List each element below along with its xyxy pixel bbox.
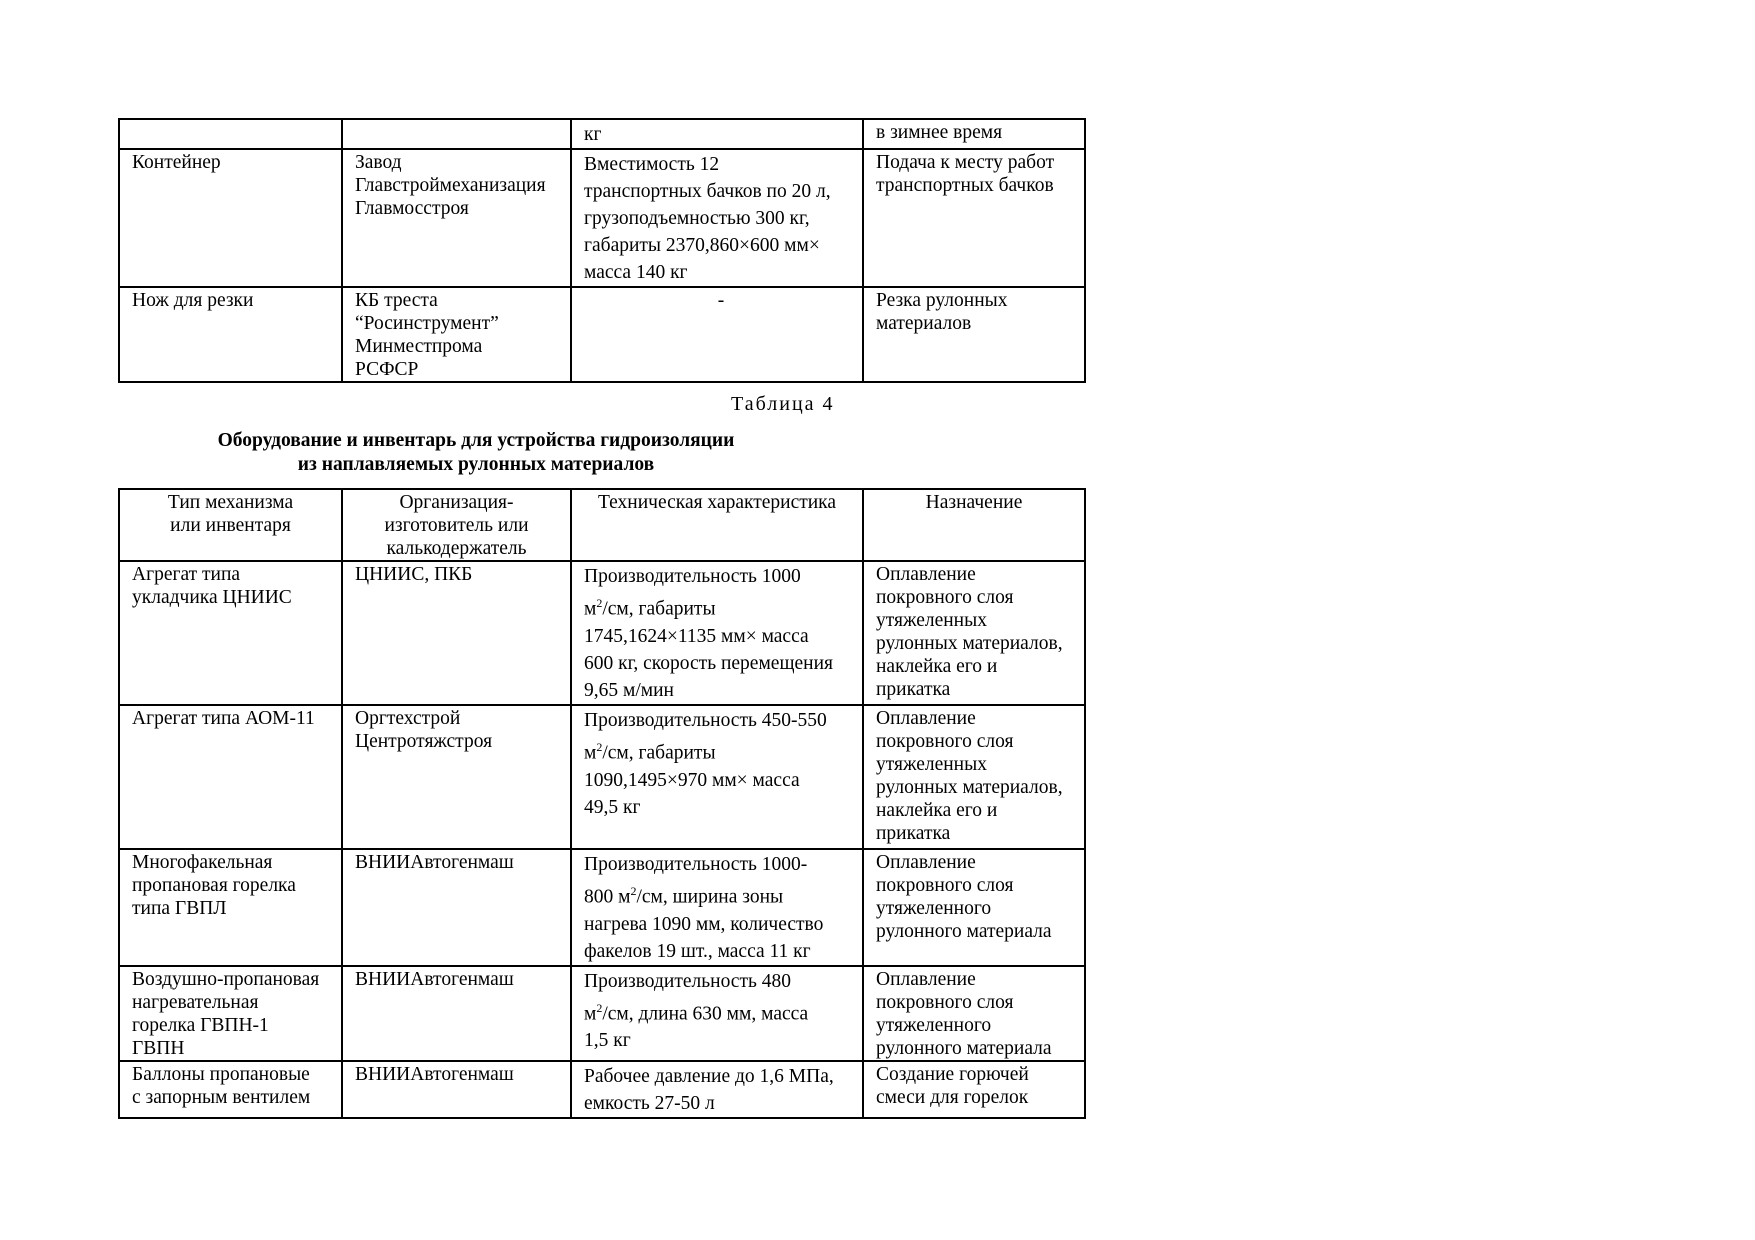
table-cell: Резка рулонных материалов — [863, 287, 1085, 382]
tech-spec-cell: Производительность 450-550 $м^2/см$, габариты 1090,1495×970 мм× масса 49,5 кг — [571, 705, 863, 849]
organization-cell: ЦНИИС, ПКБ — [342, 561, 571, 705]
table-caption: Таблица 4 — [731, 393, 835, 415]
table-cell: в зимнее время — [863, 119, 1085, 149]
header-row — [119, 489, 1085, 561]
equipment-type-cell: Воздушно-пропановая нагревательная горелка ГВПН-1 ГВПН — [119, 966, 342, 1061]
table-cell: Контейнер — [119, 149, 342, 287]
unit-superscript: 2 — [596, 596, 603, 610]
equipment-type-cell: Агрегат типа АОМ-11 — [119, 705, 342, 849]
table-title-line-2: из наплавляемых рулонных материалов — [297, 454, 655, 475]
table-row — [119, 849, 1085, 966]
table-cell: Вместимость 12 транспортных бачков по 20 л, грузоподъемностью 300 кг, габариты 2370,860×600 мм× масса 140 кг — [571, 149, 863, 287]
equipment-type-cell: Баллоны пропановые с запорным вентилем — [119, 1061, 342, 1118]
equipment-table — [118, 488, 1086, 1119]
equipment-type-cell: Многофакельная пропановая горелка типа ГВПЛ — [119, 849, 342, 966]
table-cell — [119, 119, 342, 149]
header-tech: Техническая характеристика — [571, 489, 863, 561]
equipment-table-body — [119, 561, 1085, 1118]
tech-spec-cell: Производительность 1000- 800 $м^2/см$, ширина зоны нагрева 1090 мм, количество факелов 19 шт., масса 11 кг — [571, 849, 863, 966]
table-row — [119, 705, 1085, 849]
header-organization: Организация- изготовитель или калькодержатель — [342, 489, 571, 561]
table-row — [119, 561, 1085, 705]
unit-superscript: 2 — [596, 740, 603, 754]
table-cell — [342, 119, 571, 149]
tech-spec-cell: Производительность 1000 $м^2/см$, габариты 1745,1624×1135 мм× масса 600 кг, скорость перемещения 9,65 м/мин — [571, 561, 863, 705]
equipment-table-header — [119, 489, 1085, 561]
table-cell: - — [571, 287, 863, 382]
organization-cell: Оргтехстрой Центротяжстроя — [342, 705, 571, 849]
table-cell: Завод Главстроймеханизация Главмосстроя — [342, 149, 571, 287]
header-purpose: Назначение — [863, 489, 1085, 561]
header-type: Тип механизма или инвентаря — [119, 489, 342, 561]
purpose-cell: Создание горючей смеси для горелок — [863, 1061, 1085, 1118]
organization-cell: ВНИИАвтогенмаш — [342, 966, 571, 1061]
table-row — [119, 1061, 1085, 1118]
table-title-line-1: Оборудование и инвентарь для устройства гидроизоляции — [217, 430, 735, 451]
table-cell: Нож для резки — [119, 287, 342, 382]
purpose-cell: Оплавление покровного слоя утяжеленного рулонного материала — [863, 849, 1085, 966]
unit-superscript: 2 — [596, 1000, 603, 1015]
table-row — [119, 966, 1085, 1061]
purpose-cell: Оплавление покровного слоя утяжеленных рулонных материалов, наклейка его и прикатка — [863, 705, 1085, 849]
table-row — [119, 287, 1085, 382]
table-title — [176, 429, 776, 477]
table-cell: кг — [571, 119, 863, 149]
unit-superscript: 2 — [630, 884, 637, 898]
tech-spec-cell: Рабочее давление до 1,6 МПа, емкость 27-50 л — [571, 1061, 863, 1118]
table-row — [119, 149, 1085, 287]
continuation-table — [118, 118, 1086, 383]
organization-cell: ВНИИАвтогенмаш — [342, 1061, 571, 1118]
tech-spec-cell: Производительность 480 $м^2/см$, длина 630 мм, масса 1,5 кг — [571, 966, 863, 1061]
table-cell: КБ треста “Росинструмент” Минместпрома РСФСР — [342, 287, 571, 382]
table-row — [119, 119, 1085, 149]
purpose-cell: Оплавление покровного слоя утяжеленного рулонного материала — [863, 966, 1085, 1061]
organization-cell: ВНИИАвтогенмаш — [342, 849, 571, 966]
continuation-table-body — [119, 119, 1085, 382]
purpose-cell: Оплавление покровного слоя утяжеленных рулонных материалов, наклейка его и прикатка — [863, 561, 1085, 705]
table-cell: Подача к месту работ транспортных бачков — [863, 149, 1085, 287]
equipment-type-cell: Агрегат типа укладчика ЦНИИС — [119, 561, 342, 705]
